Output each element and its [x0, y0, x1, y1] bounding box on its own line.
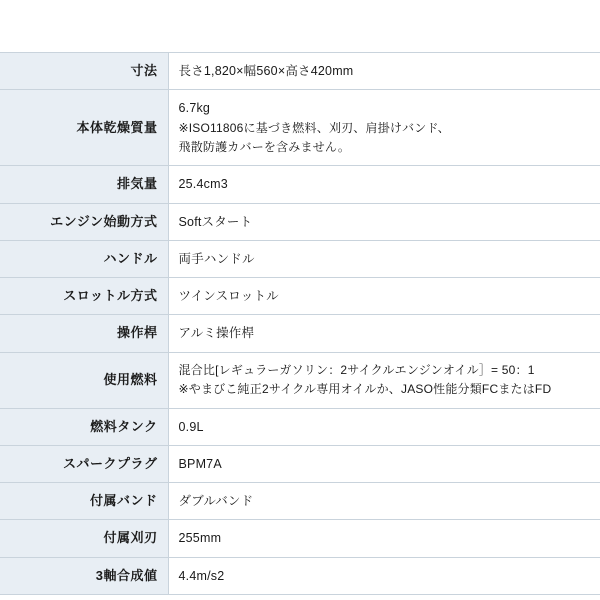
table-row: [0, 445, 600, 482]
spec-value: [168, 445, 600, 482]
table-row: [0, 315, 600, 352]
table-row: [0, 557, 600, 594]
spec-label: 寸法: [0, 53, 168, 90]
table-row: [0, 483, 600, 520]
spec-value-line: アルミ操作桿: [178, 326, 255, 341]
table-body: [0, 53, 600, 595]
specification-table: [0, 52, 600, 595]
spec-value: [168, 483, 600, 520]
spec-value: [168, 166, 600, 203]
spec-value-line: 長さ1,820×幅560×高さ420mm: [178, 64, 354, 78]
spec-label: 燃料タンク: [0, 408, 168, 445]
spec-value: [168, 240, 600, 277]
spec-label: 操作桿: [0, 315, 168, 352]
spec-value-line: Softスタート: [178, 214, 253, 229]
spec-label: 本体乾燥質量: [0, 90, 168, 166]
spec-value-line: 0.9L: [178, 419, 204, 434]
spec-value: [168, 90, 600, 166]
spec-value: [168, 408, 600, 445]
spec-label: 排気量: [0, 166, 168, 203]
table-row: [0, 166, 600, 203]
spec-value: [168, 520, 600, 557]
table-row: [0, 203, 600, 240]
spec-value-line: 混合比[レギュラーガソリン：2サイクルエンジンオイル］= 50：1: [178, 362, 535, 377]
spec-label: エンジン始動方式: [0, 203, 168, 240]
table-row: [0, 352, 600, 408]
spec-value-line: ※やまびこ純正2サイクル専用オイルか、JASO性能分類FCまたはFD: [178, 382, 552, 397]
spec-value-line: 両手ハンドル: [178, 251, 255, 266]
spec-value: [168, 203, 600, 240]
spec-value-line: 255mm: [178, 531, 222, 546]
spec-label: 付属バンド: [0, 483, 168, 520]
spec-value-line: 4.4m/s2: [178, 568, 225, 583]
spec-value-line: 6.7kg: [178, 101, 211, 116]
spec-value: [168, 557, 600, 594]
spec-value-line: 飛散防護カバーを含みません。: [178, 139, 351, 154]
table-row: [0, 408, 600, 445]
table-row: [0, 53, 600, 90]
spec-value-line: BPM7A: [178, 456, 222, 471]
spec-value-line: ツインスロットル: [178, 289, 279, 304]
spec-value: [168, 53, 600, 90]
spec-label: 使用燃料: [0, 352, 168, 408]
spec-value: [168, 352, 600, 408]
spec-value-line: ダブルバンド: [178, 494, 254, 508]
spec-value: [168, 315, 600, 352]
table-row: [0, 90, 600, 166]
spec-value: [168, 278, 600, 315]
spec-label: 3軸合成値: [0, 557, 168, 594]
spec-label: スパークプラグ: [0, 445, 168, 482]
spec-value-line: 25.4cm3: [178, 177, 228, 192]
spec-label: スロットル方式: [0, 278, 168, 315]
spec-label: ハンドル: [0, 240, 168, 277]
spec-value-line: ※ISO11806に基づき燃料、刈刃、肩掛けバンド、: [178, 120, 450, 135]
spec-label: 付属刈刃: [0, 520, 168, 557]
table-row: [0, 240, 600, 277]
table-row: [0, 520, 600, 557]
table-row: [0, 278, 600, 315]
